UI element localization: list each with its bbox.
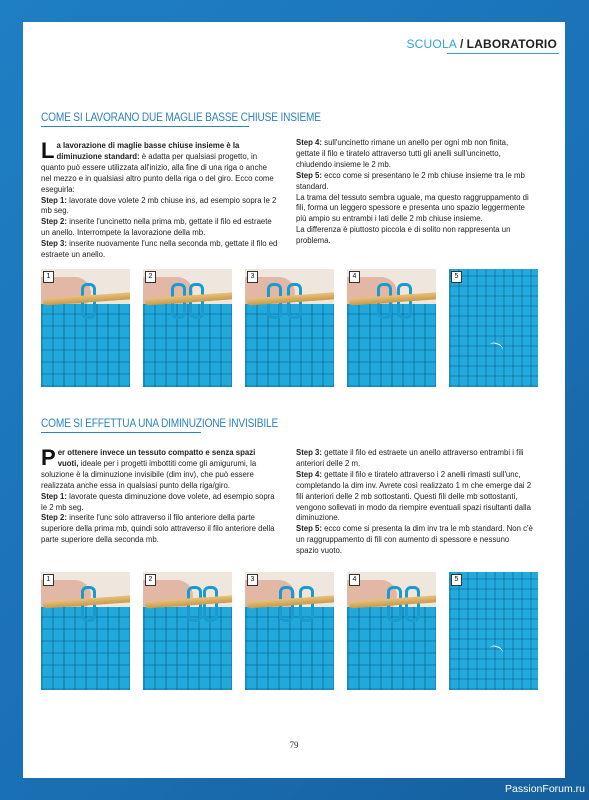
step-paragraph xyxy=(296,448,533,470)
dropcap: P xyxy=(41,445,56,470)
step-label: Step 3: xyxy=(41,239,67,249)
step-paragraph xyxy=(296,138,533,171)
body-text: La differenza è piuttosto piccola e di solito non rappresenta un problema. xyxy=(296,225,511,246)
step-label: Step 5: xyxy=(296,524,322,534)
step-photo xyxy=(41,572,130,690)
step-text: lavorate questa diminuzione dove volete, ad esempio sopra le 2 mb seg. xyxy=(41,491,275,512)
step-text: inserite l'uncinetto nella prima mb, gettate il filo ed estraete un anello. Interrompete la lavorazione della mb. xyxy=(41,217,272,238)
step-paragraph xyxy=(296,470,533,525)
step-photo xyxy=(449,572,538,690)
intro-text: è adatta per qualsiasi progetto, in quanto può essere utilizzata all'inizio, alla fine di una riga o anche nel mezzo e in qualsiasi altro punto della riga o del giro. Ecco come eseguirla: xyxy=(41,151,274,194)
body-text: La trama del tessuto sembra uguale, ma questo raggruppamento di fili, forma un leggero spessore e presenta uno spazio leggermente più ampio su entrambi i lati delle 2 mb chiuse insieme. xyxy=(296,192,529,224)
header-slash: / xyxy=(460,37,464,51)
step-label: Step 4: xyxy=(296,138,322,147)
step-number: 3 xyxy=(247,574,258,586)
step-label: Step 2: xyxy=(41,513,67,523)
step-paragraph xyxy=(41,196,278,218)
step-photo xyxy=(41,269,130,387)
section-1-intro xyxy=(41,138,278,196)
step-label: Step 1: xyxy=(41,491,67,501)
step-number: 2 xyxy=(145,271,156,283)
section-1-right-column xyxy=(296,138,533,247)
section-1-photo-row xyxy=(41,269,538,387)
step-photo xyxy=(245,572,334,690)
step-paragraph xyxy=(296,171,533,193)
step-number: 5 xyxy=(451,271,462,283)
section-2-photo-row xyxy=(41,572,538,690)
step-label: Step 5: xyxy=(296,170,322,180)
step-text: ecco come si presenta la dim inv tra le mb standard. Non c'è un raggruppamento di fili con aumento di spessore e nessuno spazio vuoto. xyxy=(296,524,533,556)
dropcap: L xyxy=(41,138,55,163)
step-label: Step 3: xyxy=(296,448,322,457)
step-number: 2 xyxy=(145,574,156,586)
step-text: gettate il filo ed estraete un anello attraverso entrambi i fili anteriori delle 2 m. xyxy=(296,448,524,468)
section-2-rule xyxy=(41,432,201,433)
section-2-left-column xyxy=(41,445,278,546)
magazine-page xyxy=(23,22,565,778)
step-text: lavorate dove volete 2 mb chiuse ins, ad esempio sopra le 2 mb seg. xyxy=(41,195,277,216)
step-text: sull'uncinetto rimane un anello per ogni mb non finita, gettate il filo e tiratelo attraverso tutti gli anelli sull'uncinetto, chiudendo insieme le 2 mb. xyxy=(296,138,509,169)
step-text: inserite nuovamente l'unc nella seconda mb, gettate il filo ed estraete un anello. xyxy=(41,239,278,260)
step-paragraph xyxy=(41,513,278,546)
section-1-title: COME SI LAVORANO DUE MAGLIE BASSE CHIUSE INSIEME xyxy=(41,112,321,124)
step-photo xyxy=(449,269,538,387)
section-2-title: COME SI EFFETTUA UNA DIMINUZIONE INVISIBILE xyxy=(41,418,279,430)
body-paragraph xyxy=(296,193,533,226)
step-number: 1 xyxy=(43,271,54,283)
step-photo xyxy=(347,572,436,690)
page-number: 79 xyxy=(289,740,299,750)
step-number: 4 xyxy=(349,271,360,283)
section-1-rule xyxy=(41,126,249,127)
step-photo xyxy=(143,572,232,690)
section-2-intro xyxy=(41,445,278,492)
step-number: 3 xyxy=(247,271,258,283)
header-section: SCUOLA xyxy=(406,37,458,51)
step-paragraph xyxy=(296,524,533,557)
header-subsection: LABORATORIO xyxy=(466,37,557,51)
step-text: inserite l'unc solo attraverso il filo anteriore della parte superiore della prima mb, quindi solo attraverso il filo anteriore della parte superiore della seconda mb. xyxy=(41,513,275,545)
intro-bold: a lavorazione di maglie basse chiuse insieme è la diminuzione standard: xyxy=(56,141,240,161)
intro-bold: er ottenere invece un tessuto compatto e senza spazi vuoti, xyxy=(57,448,256,468)
step-paragraph xyxy=(41,217,278,239)
step-number: 1 xyxy=(43,574,54,586)
step-paragraph xyxy=(41,492,278,514)
step-photo xyxy=(245,269,334,387)
step-text: gettate il filo e tiratelo attraverso i 2 anelli rimasti sull'unc, completando la dim inv. Avrete così realizzato 1 m che emerge dai 2 fili anteriori delle 2 mb sottostanti. Questi fili delle mb sottostanti, vengono sollevati in modo da riempire eventuali spazi risultanti dalla diminuzione. xyxy=(296,469,532,523)
body-paragraph xyxy=(296,225,533,247)
watermark: PassionForum.ru xyxy=(505,783,585,795)
step-label: Step 1: xyxy=(41,195,67,205)
step-label: Step 4: xyxy=(296,469,322,479)
step-photo xyxy=(143,269,232,387)
section-header xyxy=(406,36,557,52)
step-paragraph xyxy=(41,239,278,261)
header-rule xyxy=(447,53,559,54)
intro-text: ideale per i progetti imbottiti come gli amigurumi, la soluzione è la diminuzione invisibile (dim inv), che può essere realizzata anche essa in qualsiasi punto della riga/giro. xyxy=(41,458,257,490)
step-text: ecco come si presentano le 2 mb chiuse insieme tra le mb standard. xyxy=(296,170,525,191)
section-2-right-column xyxy=(296,448,533,557)
step-photo xyxy=(347,269,436,387)
step-label: Step 2: xyxy=(41,217,67,227)
step-number: 5 xyxy=(451,574,462,586)
step-number: 4 xyxy=(349,574,360,586)
section-1-left-column xyxy=(41,138,278,261)
